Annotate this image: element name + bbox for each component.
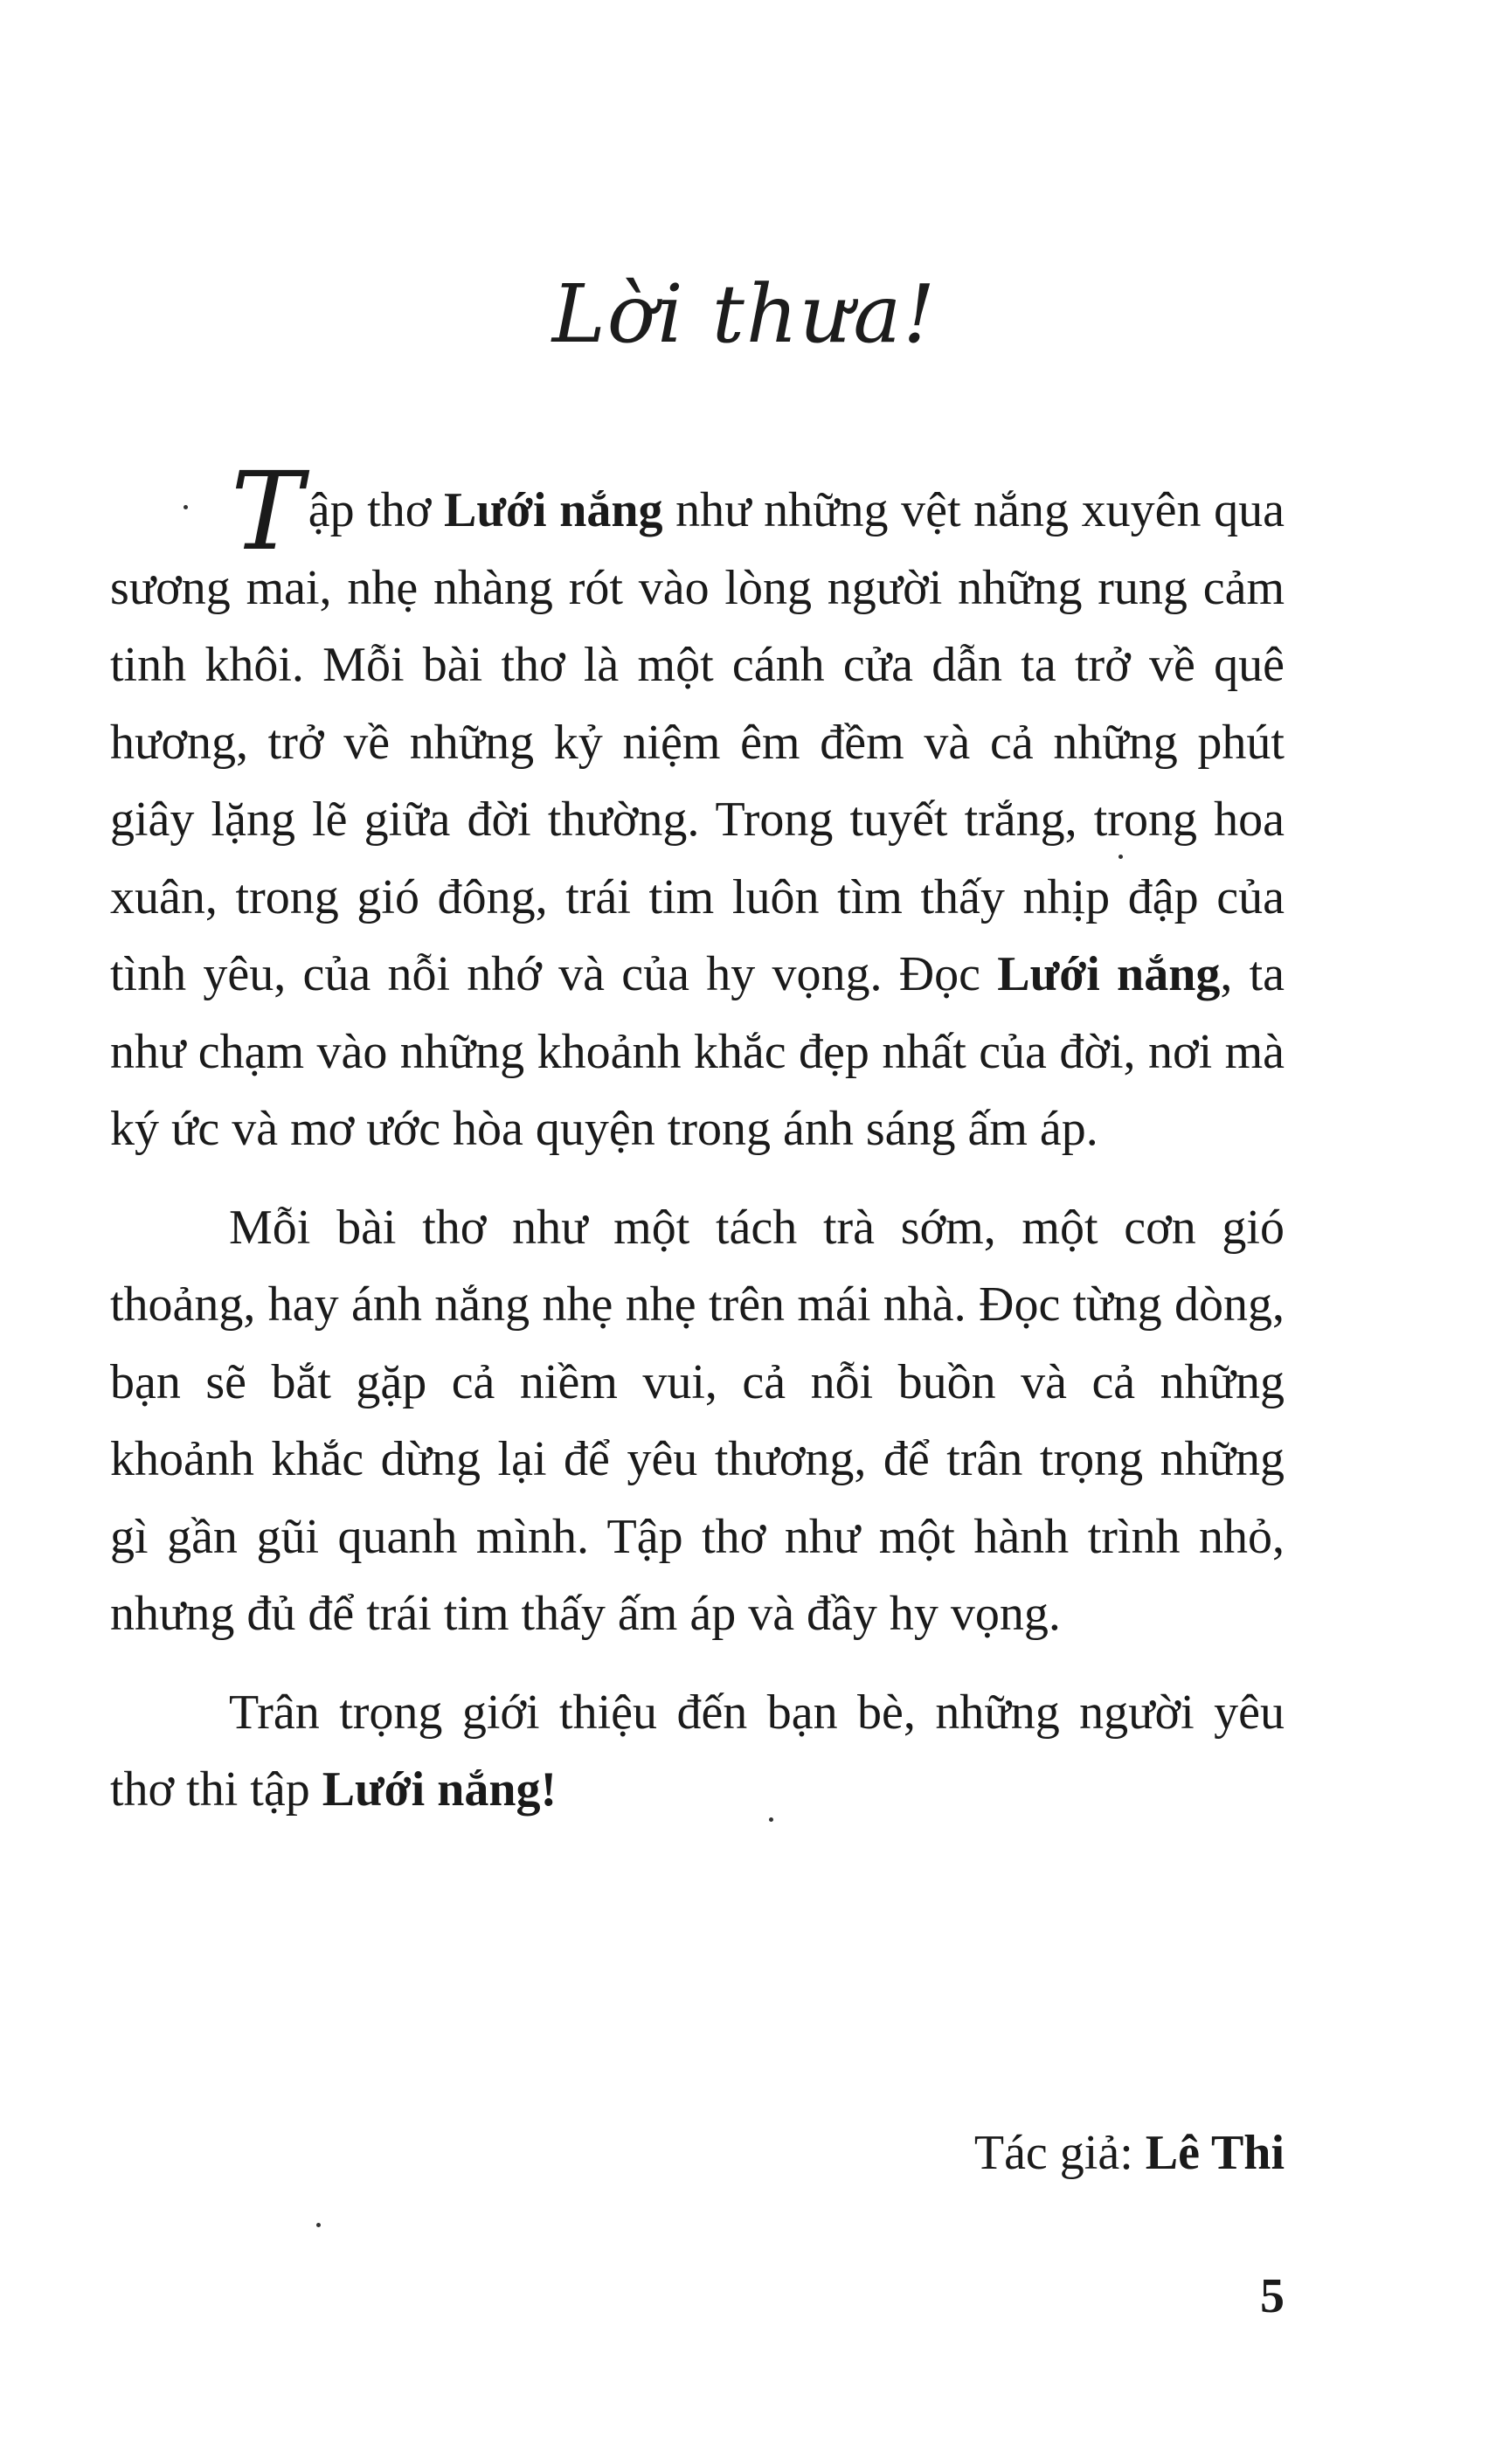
print-speck [769, 1817, 773, 1822]
author-signature [974, 2114, 1285, 2191]
paragraph-1 [110, 449, 1285, 1168]
paragraph-3 [110, 1674, 1285, 1829]
book-title-bold: Lưới nắng [444, 483, 663, 537]
paragraph-3-text: Trân trọng giới thiệu đến bạn bè, những người yêu thơ thi tập [110, 1685, 1285, 1817]
paragraph-1-text-b: như những vệt nắng xuyên qua sương mai, nhẹ nhàng rót vào lòng người những rung cảm tinh khôi. Mỗi bài thơ là một cánh cửa dẫn ta trở về quê hương, trở về những kỷ niệm êm đềm và cả những phút giây lặng lẽ giữa đời thường. Trong tuyết trắng, trong hoa xuân, trong gió đông, trái tim luôn tìm thấy nhịp đập của tình yêu, của nỗi nhớ và của hy vọng. Đọc [110, 483, 1285, 1001]
paragraph-1-text-a: ập thơ [308, 483, 445, 537]
author-name: Lê Thi [1145, 2126, 1285, 2180]
drop-cap: T [231, 449, 303, 575]
paragraph-2: Mỗi bài thơ như một tách trà sớm, một cơn gió thoảng, hay ánh nắng nhẹ nhẹ trên mái nhà. Đọc từng dòng, bạn sẽ bắt gặp cả niềm vui, cả nỗi buồn và cả những khoảnh khắc dừng lại để yêu thương, để trân trọng những gì gần gũi quanh mình. Tập thơ như một hành trình nhỏ, nhưng đủ để trái tim thấy ấm áp và đầy hy vọng. [110, 1200, 1285, 1641]
preface-body [110, 449, 1285, 1850]
print-speck [1118, 855, 1123, 859]
paragraph-1-text-c: , ta như chạm vào những khoảnh khắc đẹp nhất của đời, nơi mà ký ức và mơ ước hòa quyện trong ánh sáng ấm áp. [110, 947, 1285, 1156]
print-speck [184, 505, 188, 509]
book-title-bold: Lưới nắng! [322, 1762, 558, 1817]
page-number: 5 [1260, 2269, 1285, 2323]
print-speck [316, 2223, 321, 2227]
page-title: Lời thưa! [551, 267, 938, 361]
book-title-bold: Lưới nắng [997, 947, 1221, 1001]
author-label: Tác giả: [973, 2126, 1146, 2180]
